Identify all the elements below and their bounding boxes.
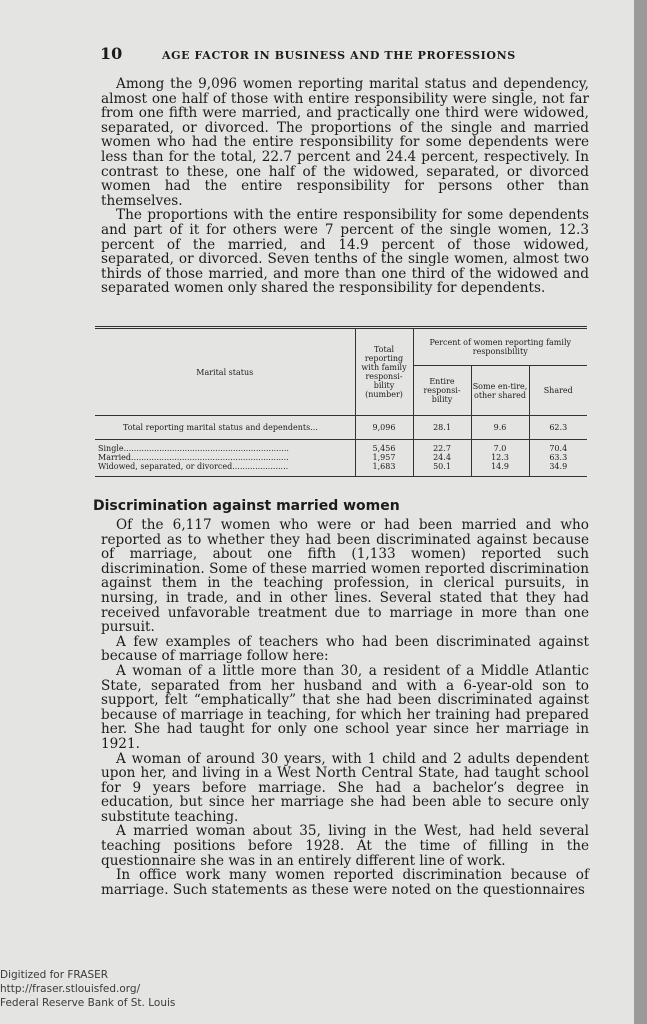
table-row [95, 462, 587, 476]
col-percent-group: Percent of women reporting family responsibility [413, 328, 587, 366]
table-row-total [95, 416, 587, 440]
table-row [95, 440, 587, 454]
footer-line: Federal Reserve Bank of St. Louis [0, 997, 176, 1009]
cell-some: 12.3 [471, 453, 529, 462]
page-edge [634, 0, 647, 1024]
cell-entire: 24.4 [413, 453, 471, 462]
dependency-table [95, 326, 587, 477]
paragraph: Among the 9,096 women reporting marital status and dependency, almost one half of those with entire responsibility were single, not far from one fifth were married, and practically one third were widowed, separated, or divorced. The proportions of the single and married women who had the entire responsibility for some dependents were less than for the total, 22.7 percent and 24.4 percent, respectively. In contrast to these, one half of the widowed, separated, or divorced women had the entire responsibility for persons other than themselves. [101, 76, 589, 209]
page-header [100, 44, 588, 64]
cell-total: 5,456 [355, 440, 413, 454]
col-entire: Entire responsi-bility [413, 366, 471, 416]
cell-total: 1,957 [355, 453, 413, 462]
cell-shared: 63.3 [529, 453, 587, 462]
cell-some: 14.9 [471, 462, 529, 476]
row-label: Total reporting marital status and dependents... [95, 416, 355, 440]
row-label: Widowed, separated, or divorced...................... [98, 462, 289, 471]
cell-entire: 50.1 [413, 462, 471, 476]
cell-shared: 34.9 [529, 462, 587, 476]
cell-total: 1,683 [355, 462, 413, 476]
cell-some: 9.6 [471, 416, 529, 440]
cell-entire: 22.7 [413, 440, 471, 454]
row-label: Married.............................................................. [98, 453, 289, 462]
section-heading: Discrimination against married women [93, 498, 400, 514]
cell-some: 7.0 [471, 440, 529, 454]
section-text [101, 518, 589, 897]
paragraph: A few examples of teachers who had been discriminated against because of marriage follow here: [101, 633, 589, 665]
cell-shared: 62.3 [529, 416, 587, 440]
row-label: Single................................................................. [98, 444, 289, 453]
running-head: AGE FACTOR IN BUSINESS AND THE PROFESSIONS [162, 49, 516, 62]
paragraph: In office work many women reported discrimination because of marriage. Such statements as these were noted on the questionnaires [101, 867, 589, 898]
paragraph: A woman of around 30 years, with 1 child and 2 adults dependent upon her, and living in a West North Central State, had taught school for 9 years before marriage. She had a bachelor’s degree in education, but since her marriage she had been able to secure only substitute teaching. [101, 750, 589, 825]
footer-link[interactable]: http://fraser.stlouisfed.org/ [0, 983, 141, 995]
cell-total: 9,096 [355, 416, 413, 440]
paragraph: A married woman about 35, living in the West, had held several teaching positions before 1928. At the time of filling in the questionnaire she was in an entirely different line of work. [101, 823, 589, 869]
page-number: 10 [100, 44, 123, 63]
col-some-entire: Some en-tire, other shared [471, 366, 529, 416]
cell-shared: 70.4 [529, 440, 587, 454]
paragraph: Of the 6,117 women who were or had been married and who reported as to whether they had been discriminated against because of marriage, about one fifth (1,133 women) reported such discrimination. Some of these married women reported discrimination against them in the teaching profession, in clerical pursuits, in nursing, in trade, and in other lines. Several stated that they had received unfavorable treatment due to marriage in more than one pursuit. [101, 517, 589, 636]
table-row [95, 453, 587, 462]
cell-entire: 28.1 [413, 416, 471, 440]
intro-text [101, 77, 589, 296]
paragraph: The proportions with the entire responsibility for some dependents and part of it for others were 7 percent of the single women, 12.3 percent of the married, and 14.9 percent of those widowed, separated, or divorced. Seven tenths of the single women, almost two thirds of those married, and more than one third of the widowed and separated women only shared the responsibility for dependents. [101, 207, 589, 297]
col-total: Total reporting with family responsi-bility (number) [355, 328, 413, 416]
col-marital-status: Marital status [95, 328, 355, 416]
footer-line: Digitized for FRASER [0, 969, 109, 981]
paragraph: A woman of a little more than 30, a resident of a Middle Atlantic State, separated from her husband and with a 6-year-old son to support, felt “emphatically” that she had been discriminated against because of marriage in teaching, for which her training had prepared her. She had taught for only one school year since her marriage in 1921. [101, 662, 589, 752]
fraser-footer [0, 968, 175, 1010]
col-shared: Shared [529, 366, 587, 416]
